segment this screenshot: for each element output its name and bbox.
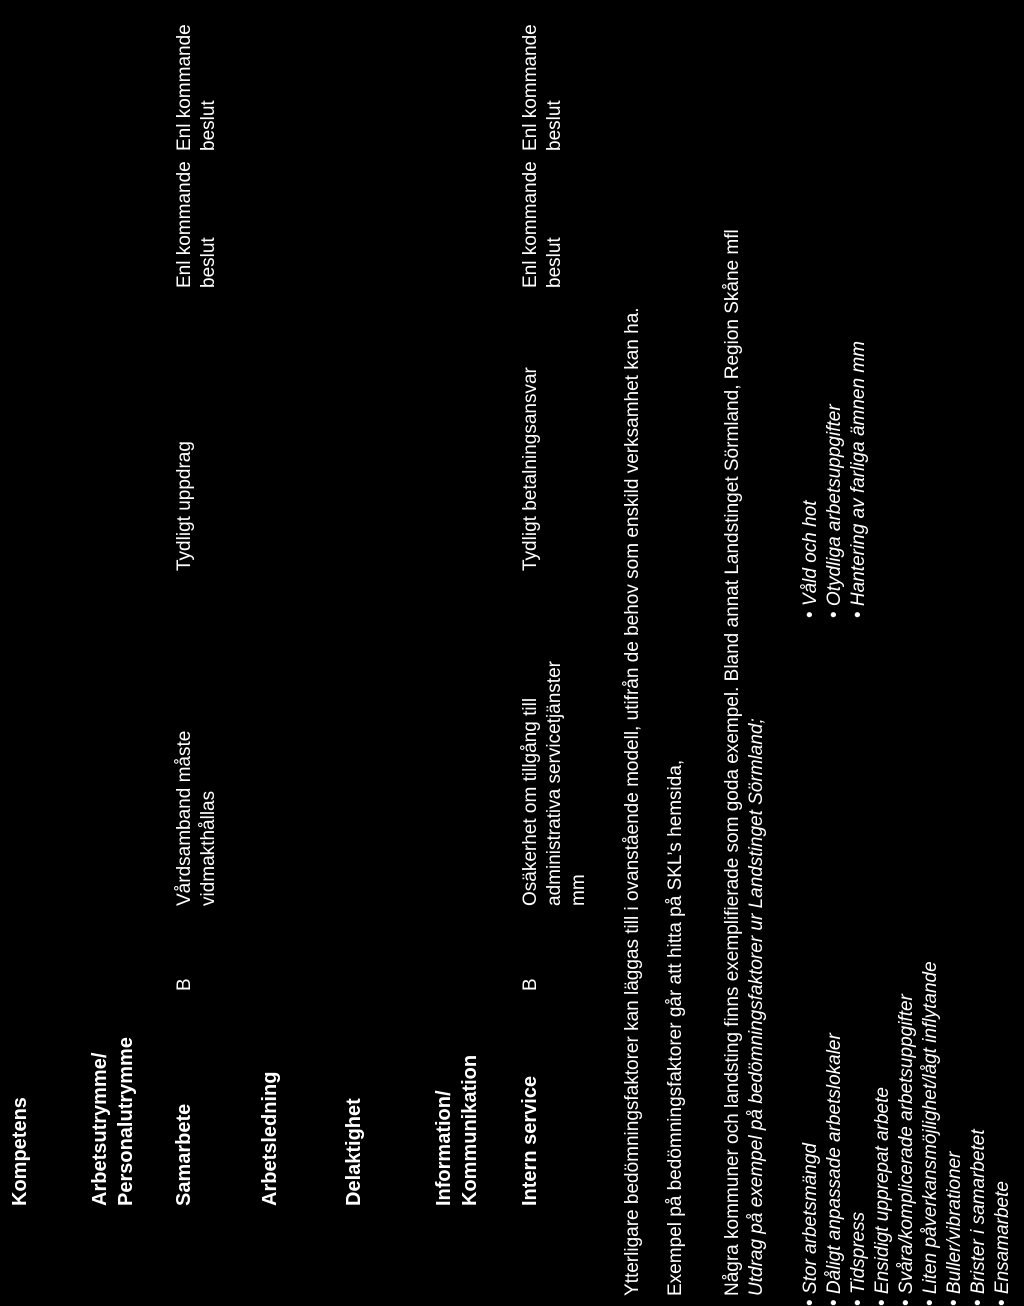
intern-service-col3-line2: beslut [544,237,565,288]
row-label-kompetens: Kompetens [9,1097,31,1206]
intern-service-col2: Tydligt betalningsansvar [520,367,541,571]
paragraph-skl-examples: Exempel på bedömningsfaktorer går att hitta på SKL’s hemsida, [665,759,686,1296]
intern-service-col1-line2: administrativa servicetjänster [544,661,565,906]
row-label-delaktighet: Delaktighet [343,1098,365,1206]
bullet-item: • Stor arbetsmängd [798,1143,823,1306]
intern-service-col3-line1: Enl kommande [520,161,541,288]
samarbete-col3-line2: beslut [198,237,219,288]
bullet-item: • Ensamarbete [990,1181,1015,1306]
bullet-item: • Otydliga arbetsuppgifter [822,404,847,618]
samarbete-col4-line1: Enl kommande [174,24,195,151]
bullet-item: • Dåligt anpassade arbetslokaler [822,1033,847,1306]
samarbete-col1-line1: Vårdsamband måste [174,730,195,906]
paragraph-additional-factors: Ytterligare bedömningsfaktorer kan läggas till i ovanstående modell, utifrån de behov som enskild verksamhet kan ha. [622,307,643,1296]
bullet-item: • Liten påverkansmöjlighet/lågt inflytande [918,961,943,1306]
intern-service-col1-line1: Osäkerhet om tillgång till [520,697,541,906]
row-grade-samarbete: B [174,978,195,991]
row-label-arbetsledning: Arbetsledning [259,1071,281,1206]
row-label-samarbete: Samarbete [173,1103,195,1206]
row-label-arbetsutrymme-2: Personalutrymme [115,1037,137,1206]
row-label-information-1: Information/ [433,1090,455,1206]
intern-service-col1-line3: mm [568,874,589,906]
bullet-item: • Tidspress [846,1212,871,1306]
bullet-item: • Brister i samarbetet [966,1129,991,1306]
paragraph-sormland-excerpt: Utdrag på exempel på bedömningsfaktorer ur Landstinget Sörmland; [746,718,767,1296]
samarbete-col1-line2: vidmakthållas [198,790,219,906]
row-label-intern-service: Intern service [519,1075,541,1206]
row-label-arbetsutrymme-1: Arbetsutrymme/ [89,1052,111,1206]
intern-service-col4-line1: Enl kommande [520,24,541,151]
samarbete-col3-line1: Enl kommande [174,161,195,288]
bullet-item: • Hantering av farliga ämnen mm [846,341,871,618]
bullet-item: • Ensidigt upprepat arbete [870,1087,895,1306]
bullet-item: • Våld och hot [798,500,823,618]
intern-service-col4-line2: beslut [544,100,565,151]
row-grade-intern-service: B [520,978,541,991]
row-label-information-2: Kommunikation [459,1054,481,1206]
bullet-item: • Svåra/komplicerade arbetsuppgifter [894,994,919,1306]
paragraph-good-examples: Några kommuner och landsting finns exemplifierade som goda exempel. Bland annat Landstinget Sörmland, Region Skåne mfl [722,229,743,1296]
samarbete-col2: Tydligt uppdrag [174,441,195,571]
samarbete-col4-line2: beslut [198,100,219,151]
bullet-item: • Buller/vibrationer [942,1151,967,1306]
